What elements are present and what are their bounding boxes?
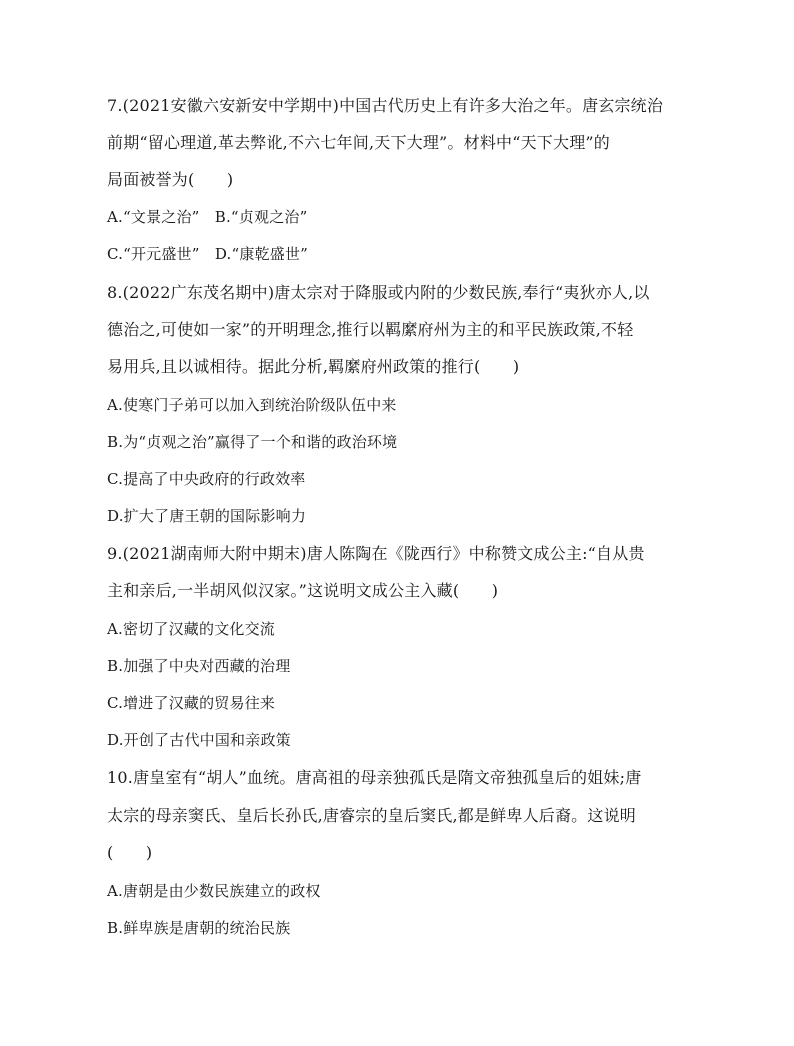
question-8-option-b: B.为“贞观之治”赢得了一个和谐的政治环境 bbox=[107, 433, 398, 451]
question-10-line-2: 太宗的母亲窦氏、皇后长孙氏,唐睿宗的皇后窦氏,都是鲜卑人后裔。这说明 bbox=[107, 806, 636, 825]
question-8-option-d: D.扩大了唐王朝的国际影响力 bbox=[107, 507, 307, 525]
question-8-line-1: 8.(2022广东茂名期中)唐太宗对于降服或内附的少数民族,奉行“夷狄亦人,以 bbox=[107, 283, 650, 302]
question-9-option-d: D.开创了古代中国和亲政策 bbox=[107, 731, 291, 749]
question-10-option-b: B.鲜卑族是唐朝的统治民族 bbox=[107, 919, 291, 937]
question-9-option-b: B.加强了中央对西藏的治理 bbox=[107, 657, 291, 675]
question-9-option-c: C.增进了汉藏的贸易往来 bbox=[107, 694, 276, 712]
question-8-option-c: C.提高了中央政府的行政效率 bbox=[107, 470, 306, 488]
question-9-option-a: A.密切了汉藏的文化交流 bbox=[107, 620, 276, 638]
question-8-line-3: 易用兵,且以诚相待。据此分析,羁縻府州政策的推行( ) bbox=[107, 357, 520, 376]
question-9-line-2: 主和亲后,一半胡风似汉家。”这说明文成公主入藏( ) bbox=[107, 581, 499, 600]
question-7-options-row-1: A.“文景之治” B.“贞观之治” bbox=[107, 208, 308, 226]
question-10-option-a: A.唐朝是由少数民族建立的政权 bbox=[107, 882, 321, 900]
question-9-line-1: 9.(2021湖南师大附中期末)唐人陈陶在《陇西行》中称赞文成公主:“自从贵 bbox=[107, 544, 645, 563]
question-7-line-3: 局面被誉为( ) bbox=[107, 170, 234, 189]
question-10-line-1: 10.唐皇室有“胡人”血统。唐高祖的母亲独孤氏是隋文帝独孤皇后的姐妹;唐 bbox=[107, 768, 642, 787]
question-10-line-3: ( ) bbox=[107, 843, 153, 862]
question-8-option-a: A.使寒门子弟可以加入到统治阶级队伍中来 bbox=[107, 396, 397, 414]
question-8-line-2: 德治之,可使如一家”的开明理念,推行以羁縻府州为主的和平民族政策,不轻 bbox=[107, 320, 634, 339]
question-7-options-row-2: C.“开元盛世” D.“康乾盛世” bbox=[107, 245, 309, 263]
question-7-line-1: 7.(2021安徽六安新安中学期中)中国古代历史上有许多大治之年。唐玄宗统治 bbox=[107, 96, 664, 115]
question-7-line-2: 前期“留心理道,革去弊讹,不六七年间,天下大理”。材料中“天下大理”的 bbox=[107, 133, 610, 152]
